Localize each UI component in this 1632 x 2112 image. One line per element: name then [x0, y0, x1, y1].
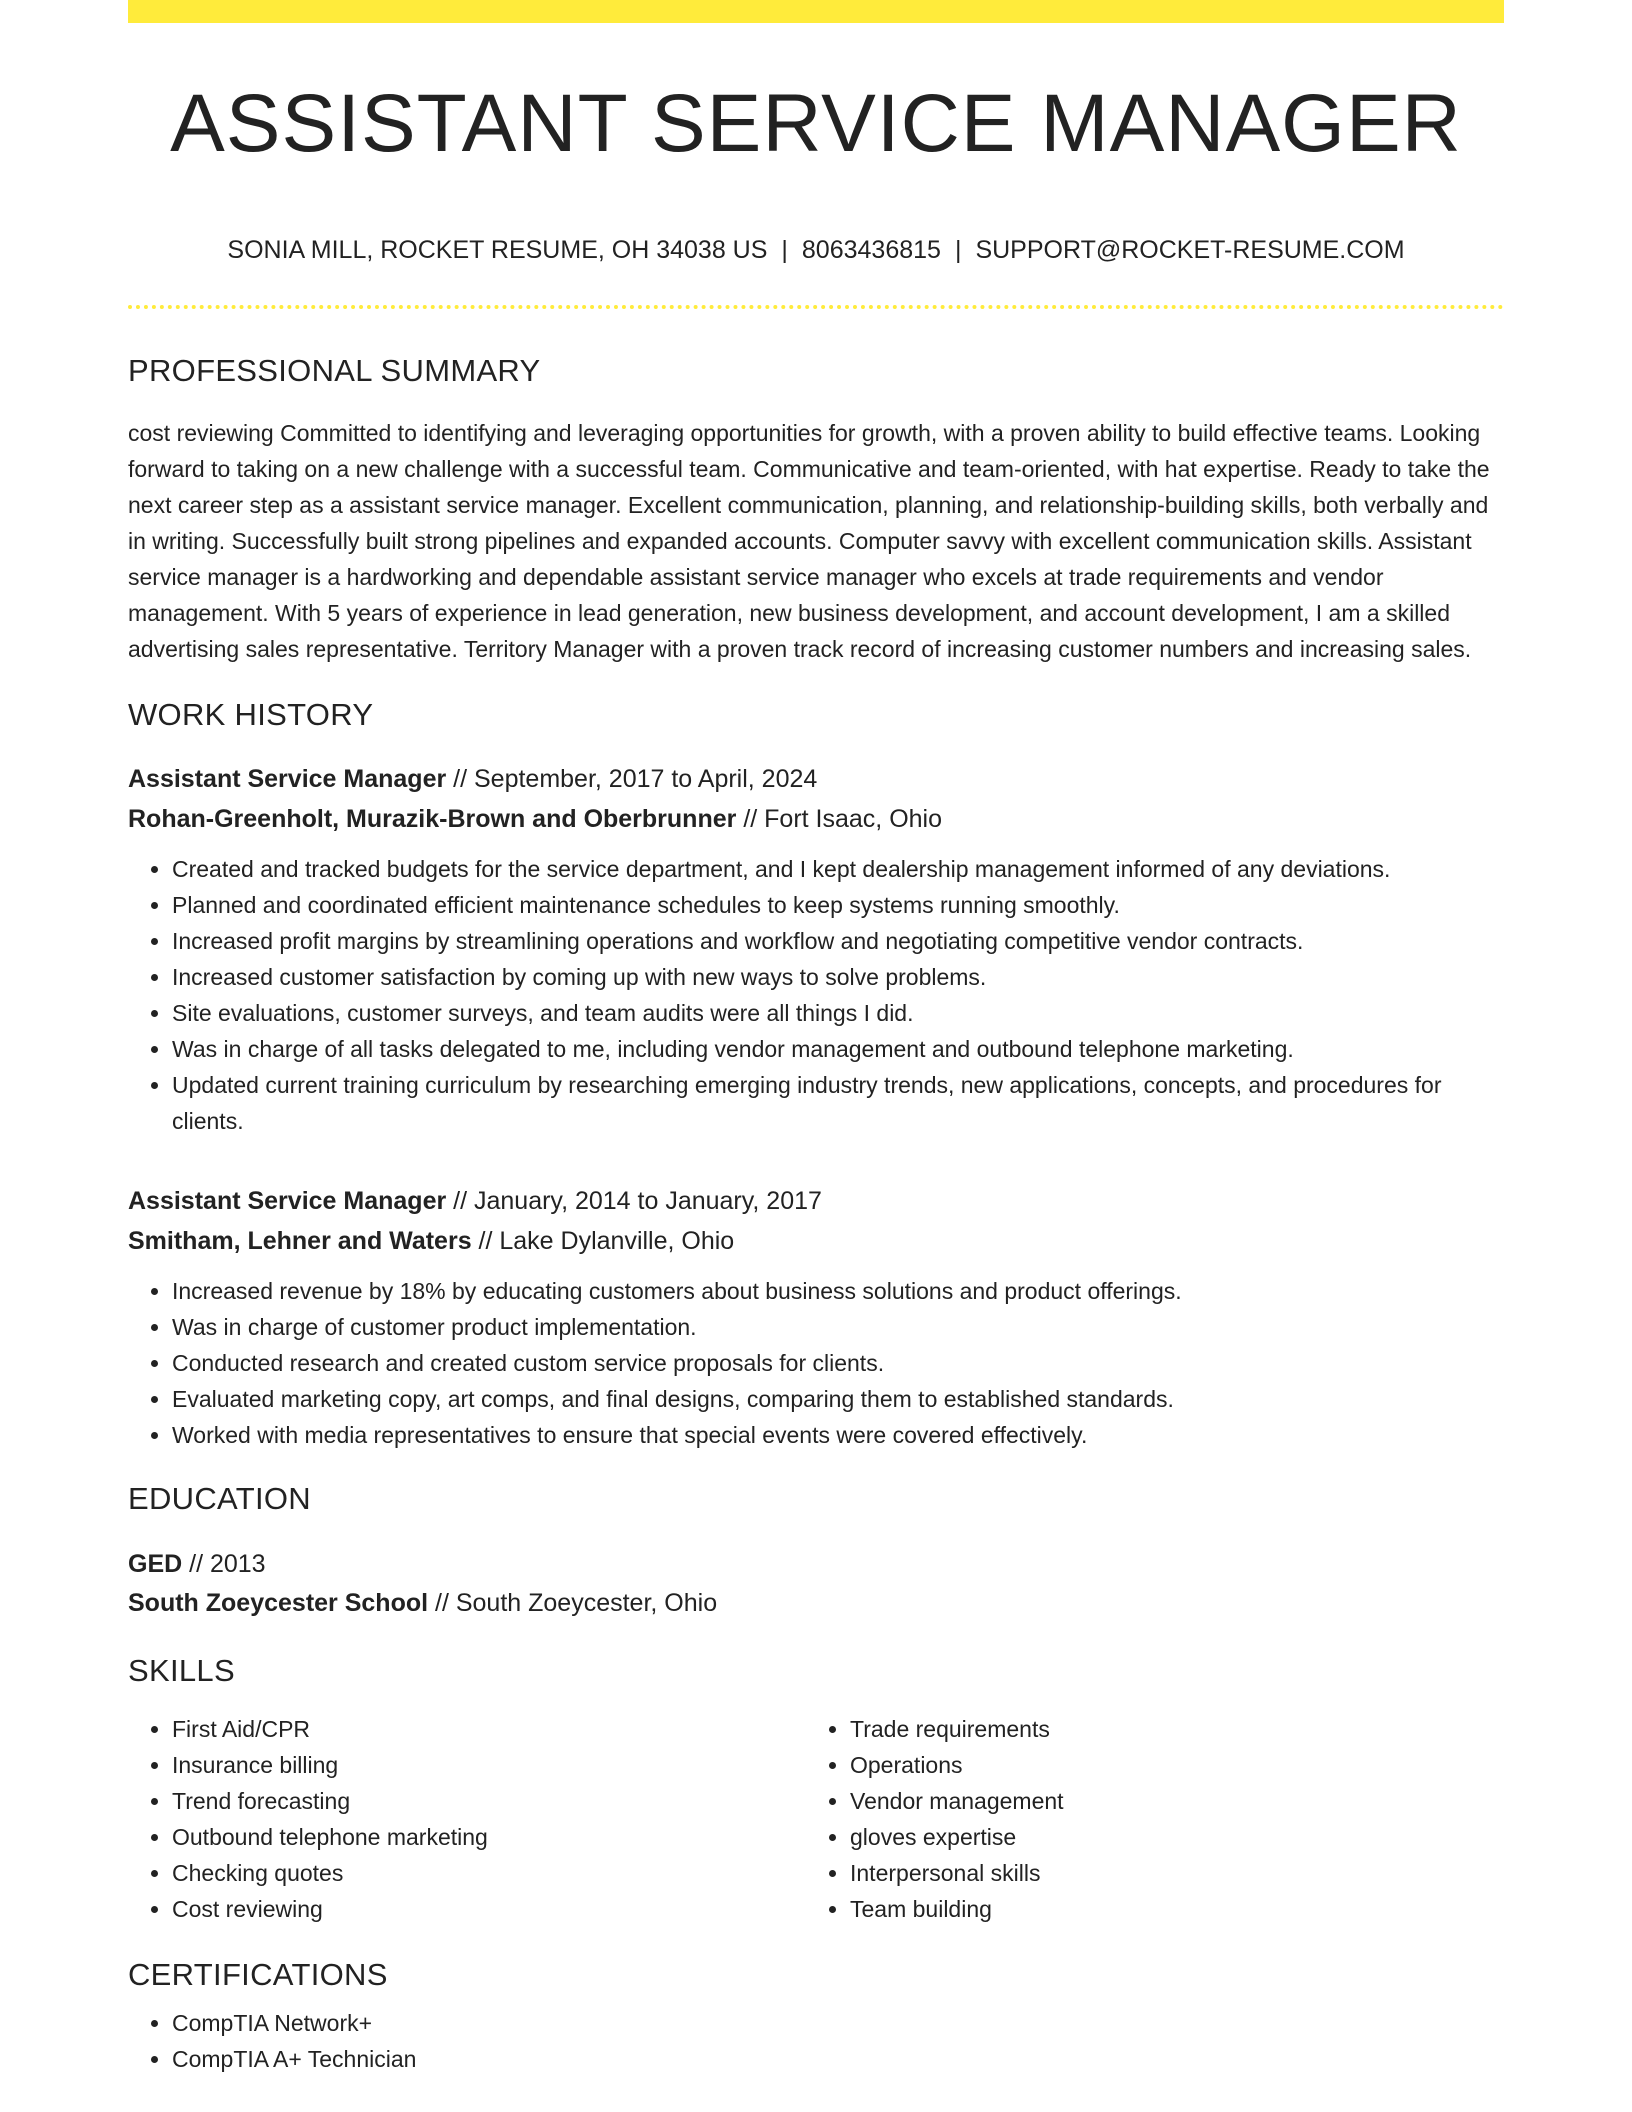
section-heading-education: EDUCATION	[128, 1481, 311, 1516]
skill-item: • Insurance billing	[172, 1747, 806, 1783]
skill-item: • Outbound telephone marketing	[172, 1819, 806, 1855]
contact-phone: 8063436815	[801, 236, 941, 264]
education-degree-line	[128, 1545, 1504, 1584]
job-bullet: • Increased revenue by 18% by educating customers about business solutions and product offerings.	[172, 1273, 1504, 1309]
job-entry	[128, 1181, 1504, 1453]
job-company: Rohan-Greenholt, Murazik-Brown and Oberbrunner	[128, 805, 737, 833]
skills-column-left	[128, 1711, 806, 1927]
section-heading-summary: PROFESSIONAL SUMMARY	[128, 353, 541, 388]
skill-item: • Cost reviewing	[172, 1891, 806, 1927]
education-school-line	[128, 1584, 1504, 1623]
job-bullet: • Created and tracked budgets for the service department, and I kept dealership management informed of any deviations.	[172, 851, 1504, 887]
resume-page	[128, 0, 1504, 2077]
resume-title: ASSISTANT SERVICE MANAGER	[170, 78, 1462, 169]
job-bullet: • Was in charge of all tasks delegated to me, including vendor management and outbound telephone marketing.	[172, 1031, 1504, 1067]
contact-email: SUPPORT@ROCKET-RESUME.COM	[975, 236, 1405, 264]
job-title-line	[128, 1181, 1504, 1221]
job-company-line	[128, 799, 1504, 839]
job-bullet: • Site evaluations, customer surveys, and team audits were all things I did.	[172, 995, 1504, 1031]
job-bullet: • Was in charge of customer product implementation.	[172, 1309, 1504, 1345]
section-heading-work-history: WORK HISTORY	[128, 697, 374, 732]
job-bullet: • Planned and coordinated efficient maintenance schedules to keep systems running smoothly.	[172, 887, 1504, 923]
certification-item: • CompTIA Network+	[172, 2005, 1504, 2041]
skill-item: • Trade requirements	[850, 1711, 1484, 1747]
education-degree: GED	[128, 1550, 183, 1578]
skills-column-right	[806, 1711, 1484, 1927]
skills-grid	[128, 1711, 1504, 1927]
job-company-line	[128, 1221, 1504, 1261]
education-entry	[128, 1545, 1504, 1623]
certification-item: • CompTIA A+ Technician	[172, 2041, 1504, 2077]
job-bullet: • Increased profit margins by streamlining operations and workflow and negotiating competitive vendor contracts.	[172, 923, 1504, 959]
skill-item: • Vendor management	[850, 1783, 1484, 1819]
skill-item: • Trend forecasting	[172, 1783, 806, 1819]
contact-line	[128, 235, 1504, 265]
job-location: // Fort Isaac, Ohio	[736, 805, 943, 833]
education-school: South Zoeycester School	[128, 1589, 429, 1617]
contact-separator: |	[954, 236, 962, 264]
job-title-line	[128, 759, 1504, 799]
skill-item: • Checking quotes	[172, 1855, 806, 1891]
section-heading-skills: SKILLS	[128, 1653, 235, 1688]
job-entry	[128, 759, 1504, 1139]
dotted-divider	[128, 305, 1504, 309]
job-bullet: • Increased customer satisfaction by coming up with new ways to solve problems.	[172, 959, 1504, 995]
job-bullet: • Worked with media representatives to ensure that special events were covered effectively.	[172, 1417, 1504, 1453]
skill-item: • Team building	[850, 1891, 1484, 1927]
education-year: // 2013	[182, 1550, 266, 1578]
job-bullet-list	[128, 1273, 1504, 1453]
section-heading-certifications: CERTIFICATIONS	[128, 1957, 388, 1992]
job-dates: // January, 2014 to January, 2017	[446, 1187, 822, 1215]
job-bullet: • Evaluated marketing copy, art comps, and final designs, comparing them to established standards.	[172, 1381, 1504, 1417]
skill-item: • First Aid/CPR	[172, 1711, 806, 1747]
education-location: // South Zoeycester, Ohio	[428, 1589, 718, 1617]
contact-separator: |	[781, 236, 788, 264]
job-bullet: • Updated current training curriculum by researching emerging industry trends, new applications, concepts, and procedures for clients.	[172, 1067, 1504, 1139]
summary-paragraph: cost reviewing Committed to identifying and leveraging opportunities for growth, with a proven ability to build effective teams. Looking forward to taking on a new challenge with a successful team. Communicative and team-oriented, with hat expertise. Ready to take the next career step as a assistant service manager. Excellent communication, planning, and relationship-building skills, both verbally and in writing. Successfully built strong pipelines and expanded accounts. Computer savvy with excellent communication skills. Assistant service manager is a hardworking and dependable assistant service manager who excels at trade requirements and vendor management. With 5 years of experience in lead generation, new business development, and account development, I am a skilled advertising sales representative. Territory Manager with a proven track record of increasing customer numbers and increasing sales.	[128, 420, 1490, 662]
certification-list	[128, 2005, 1504, 2077]
accent-top-bar	[128, 0, 1504, 23]
job-bullet-list	[128, 851, 1504, 1139]
skill-item: • gloves expertise	[850, 1819, 1484, 1855]
job-company: Smitham, Lehner and Waters	[128, 1227, 472, 1255]
skill-item: • Operations	[850, 1747, 1484, 1783]
job-title: Assistant Service Manager	[128, 1187, 447, 1215]
job-title: Assistant Service Manager	[128, 765, 447, 793]
job-location: // Lake Dylanville, Ohio	[471, 1227, 735, 1255]
contact-address: SONIA MILL, ROCKET RESUME, OH 34038 US	[227, 236, 768, 264]
skill-item: • Interpersonal skills	[850, 1855, 1484, 1891]
job-bullet: • Conducted research and created custom service proposals for clients.	[172, 1345, 1504, 1381]
job-dates: // September, 2017 to April, 2024	[446, 765, 818, 793]
